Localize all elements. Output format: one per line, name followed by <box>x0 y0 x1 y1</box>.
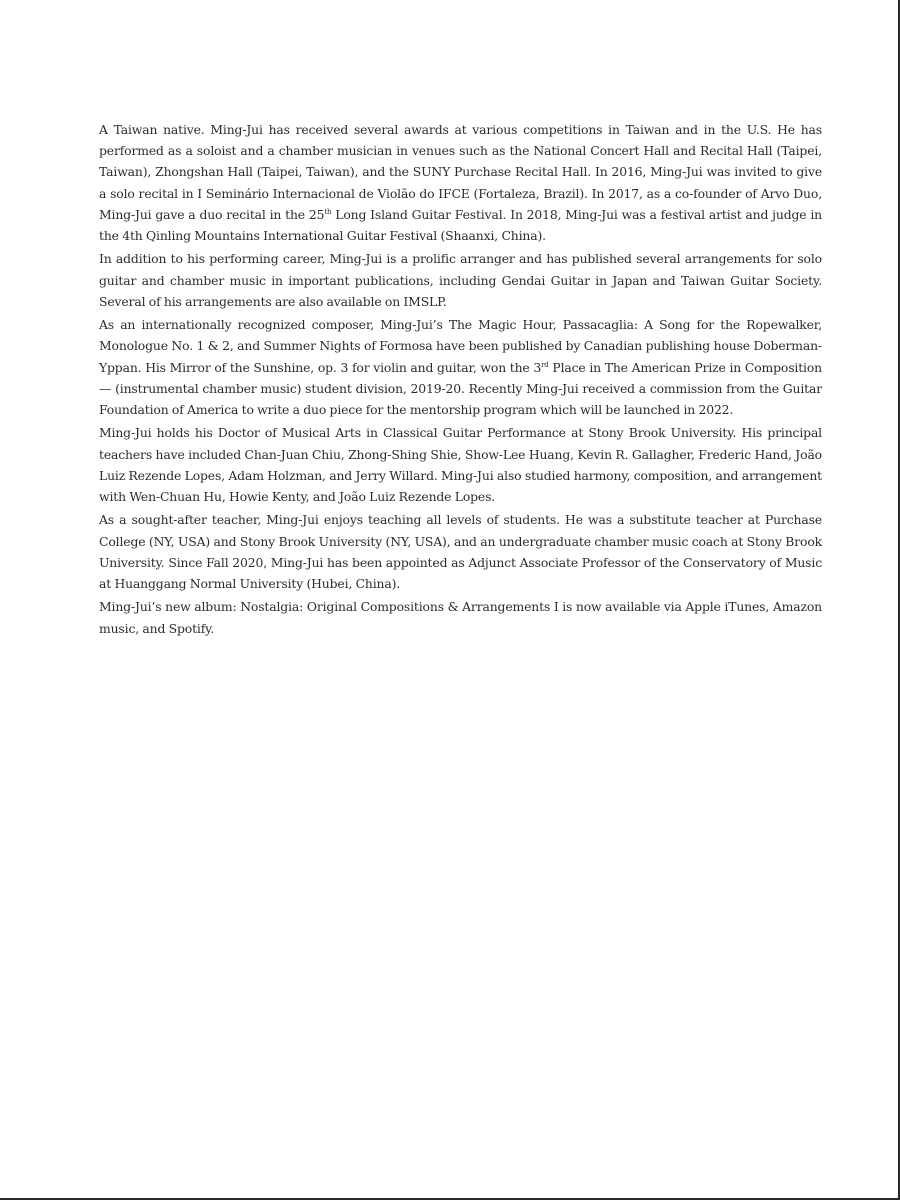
bio-paragraph-composing <box>99 314 822 420</box>
biography-text <box>99 119 822 641</box>
bio-paragraph-performing <box>99 119 822 246</box>
bio-paragraph-arranging: In addition to his performing career, Ming-Jui is a prolific arranger and has published several arrangements for solo guitar and chamber music in important publications, including Gendai Guitar in Japan and Taiwan Guitar Society. Several of his arrangements are also available on IMSLP. <box>99 251 822 309</box>
bio-paragraph-teaching: As a sought-after teacher, Ming-Jui enjoys teaching all levels of students. He was a substitute teacher at Purchase College (NY, USA) and Stony Brook University (NY, USA), and an undergraduate chamber music coach at Stony Brook University. Since Fall 2020, Ming-Jui has been appointed as Adjunct Associate Professor of the Conservatory of Music at Huanggang Normal University (Hubei, China). <box>99 512 822 592</box>
bio-paragraph-performing-text-b: Long Island Guitar Festival. In 2018, Ming-Jui was a festival artist and judge in the 4th Qinling Mountains International Guitar Festival (Shaanxi, China). <box>99 206 822 244</box>
ordinal-suffix: rd <box>541 360 549 369</box>
bio-paragraph-album: Ming-Jui’s new album: Nostalgia: Original Compositions & Arrangements I is now available via Apple iTunes, Amazon music, and Spotify. <box>99 599 822 636</box>
bio-paragraph-performing-text-a: A Taiwan native. Ming-Jui has received several awards at various competitions in Taiwan and in the U.S. He has performed as a soloist and a chamber musician in venues such as the National Concert Hall and Recital Hall (Taipei, Taiwan), Zhongshan Hall (Taipei, Taiwan), and the SUNY Purchase Recital Hall. In 2016, Ming-Jui was invited to give a solo recital in I Seminário Internacional de Violão do IFCE (Fortaleza, Brazil). In 2017, as a co-founder of Arvo Duo, Ming-Jui gave a duo recital in the 25 <box>99 122 822 222</box>
ordinal-suffix: th <box>324 207 332 216</box>
bio-paragraph-education: Ming-Jui holds his Doctor of Musical Arts in Classical Guitar Performance at Stony Brook University. His principal teachers have included Chan-Juan Chiu, Zhong-Shing Shie, Show-Lee Huang, Kevin R. Gallagher, Frederic Hand, João Luiz Rezende Lopes, Adam Holzman, and Jerry Willard. Ming-Jui also studied harmony, composition, and arrangement with Wen-Chuan Hu, Howie Kenty, and João Luiz Rezende Lopes. <box>99 425 822 505</box>
bio-paragraph-composing-text-b: Place in The American Prize in Composition — (instrumental chamber music) student division, 2019-20. Recently Ming-Jui received a commission from the Guitar Foundation of America to write a duo piece for the mentorship program which will be launched in 2022. <box>99 359 822 418</box>
bio-paragraph-composing-text-a: As an internationally recognized composer, Ming-Jui’s The Magic Hour, Passacaglia: A Song for the Ropewalker, Monologue No. 1 & 2, and Summer Nights of Formosa have been published by Canadian publishing house Doberman-Yppan. His Mirror of the Sunshine, op. 3 for violin and guitar, won the 3 <box>99 317 822 375</box>
